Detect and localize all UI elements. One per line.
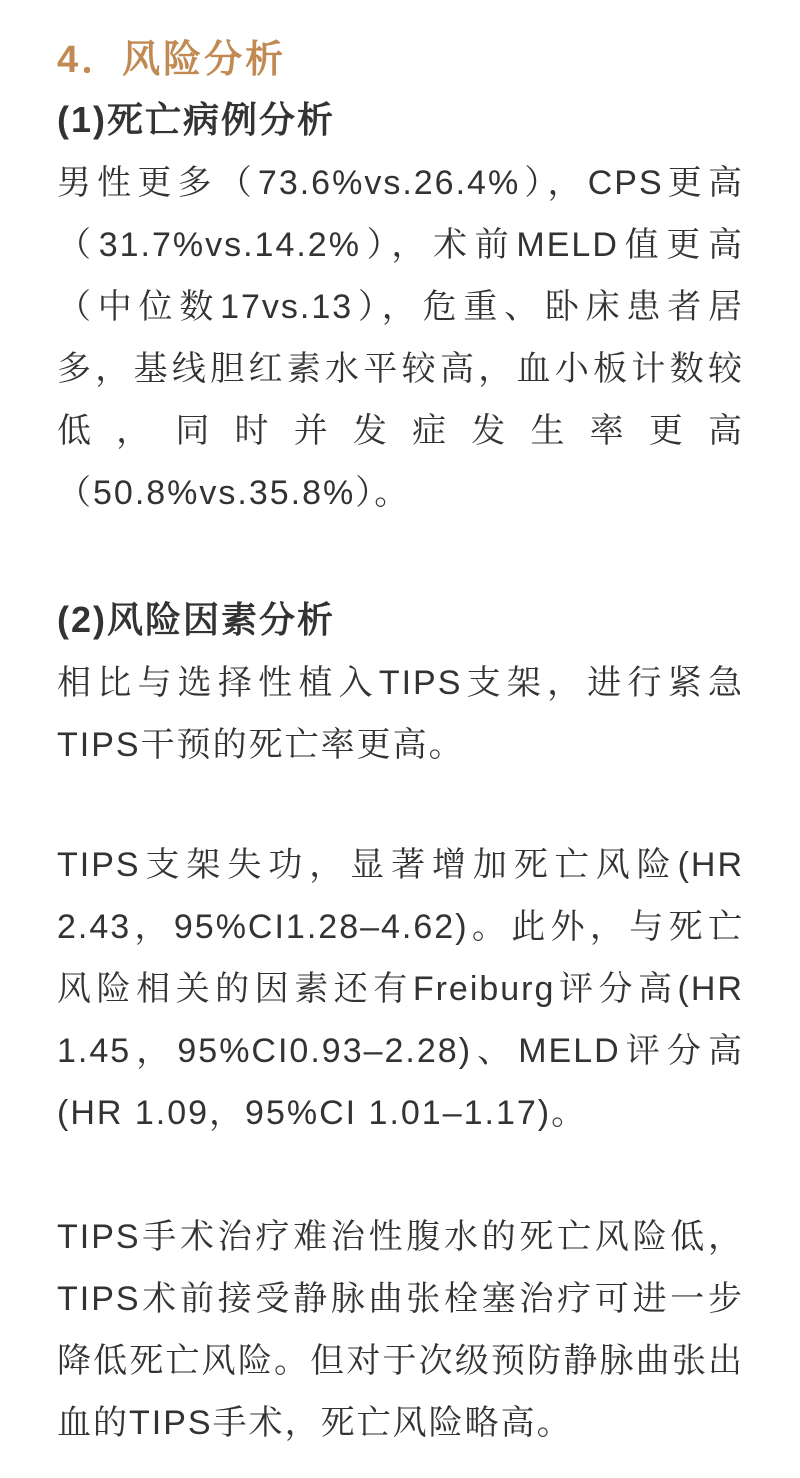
paragraph-refractory-ascites-risk: TIPS手术治疗难治性腹水的死亡风险低，TIPS术前接受静脉曲张栓塞治疗可进一步降低死亡风险。但对于次级预防静脉曲张出血的TIPS手术，死亡风险略高。 [57, 1218, 744, 1442]
subsection-heading-risk-factor-analysis: (2)风险因素分析 [57, 599, 335, 640]
section-title: 4．风险分析 [57, 39, 287, 81]
subsection-heading-death-case-analysis: (1)死亡病例分析 [57, 99, 335, 140]
paragraph-death-case-analysis: 男性更多（73.6%vs.26.4%），CPS更高（31.7%vs.14.2%），术前MELD值更高（中位数17vs.13），危重、卧床患者居多，基线胆红素水平较高，血小板计数较低，同时并发症发生率更高（50.8%vs.35.8%）。 [57, 164, 744, 512]
paragraph-stent-failure-hazard-ratios: TIPS支架失功，显著增加死亡风险(HR 2.43，95%CI1.28–4.62)。此外，与死亡风险相关的因素还有Freiburg评分高(HR 1.45，95%CI0.93–2.28)、MELD评分高(HR 1.09，95%CI 1.01–1.17)。 [57, 846, 744, 1132]
paragraph-emergency-tips-mortality: 相比与选择性植入TIPS支架，进行紧急TIPS干预的死亡率更高。 [57, 664, 744, 764]
